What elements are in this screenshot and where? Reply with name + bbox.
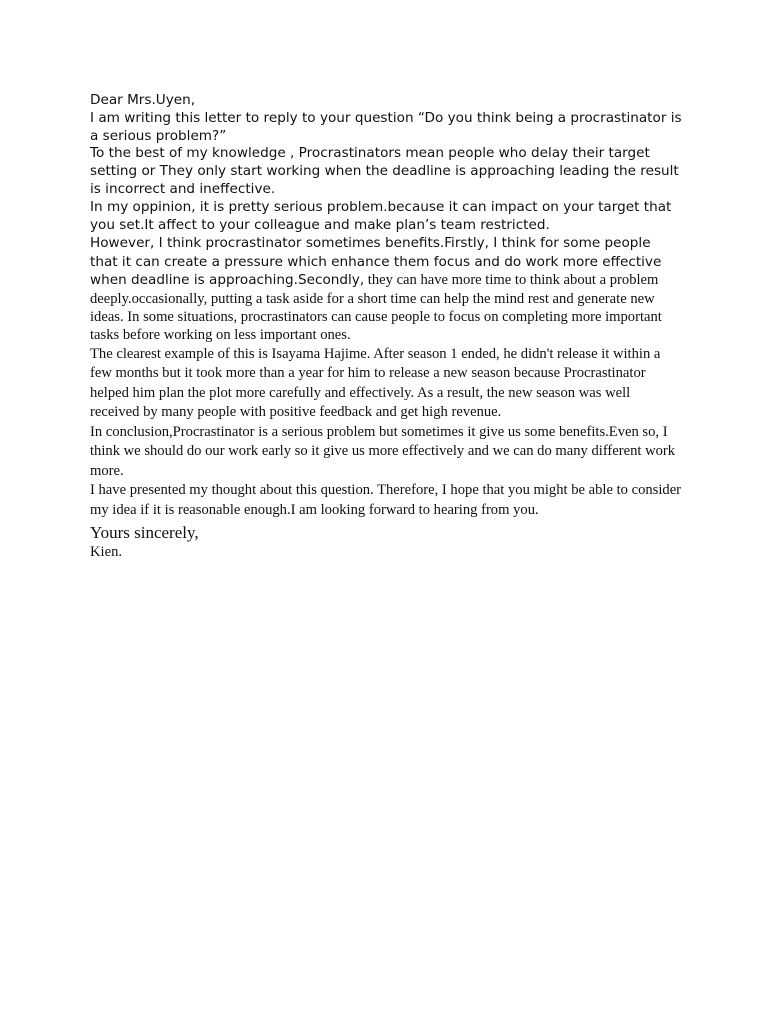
benefits-text-serif: they can have more time to think about a problem deeply.occasionally, putting a task aside for a short time can help the mind rest and generate new ideas. In some situations, procrastinators can cause people to focus on completing more important tasks before working on less important ones. xyxy=(90,272,662,344)
closing-paragraph: I have presented my thought about this question. Therefore, I hope that you might be able to consider my idea if it is reasonable enough.I am looking forward to hearing from you. xyxy=(90,482,682,518)
example-paragraph: The clearest example of this is Isayama Hajime. After season 1 ended, he didn't release it within a few months but it took more than a year for him to release a new season because Procrastinator helped him plan the plot more carefully and effectively. As a result, the new season was well received by many people with positive feedback and get high revenue. xyxy=(90,345,661,421)
conclusion-paragraph: In conclusion,Procrastinator is a serious problem but sometimes it give us some benefits.Even so, I think we should do our work early so it give us more effectively and we can do many different work more. xyxy=(90,423,676,479)
sign-off: Yours sincerely, xyxy=(90,523,199,543)
letter-body xyxy=(90,92,682,563)
benefits-text-sans: However, I think procrastinator sometimes benefits.Firstly, I think for some people that it can create a pressure which enhance them focus and do work more effective when deadline is approaching.Secondly, xyxy=(90,235,662,289)
benefits-paragraph xyxy=(90,234,682,344)
opinion-paragraph: In my oppinion, it is pretty serious problem.because it can impact on your target that you set.It affect to your colleague and make plan’s team restricted. xyxy=(90,198,672,233)
greeting: Dear Mrs.Uyen, xyxy=(90,92,196,108)
definition-paragraph: To the best of my knowledge , Procrastinators mean people who delay their target setting or They only start working when the deadline is approaching leading the result is incorrect and ineffective. xyxy=(90,145,679,197)
intro-paragraph: I am writing this letter to reply to your question “Do you think being a procrastinator is a serious problem?” xyxy=(90,109,682,144)
signature: Kien. xyxy=(90,544,123,561)
